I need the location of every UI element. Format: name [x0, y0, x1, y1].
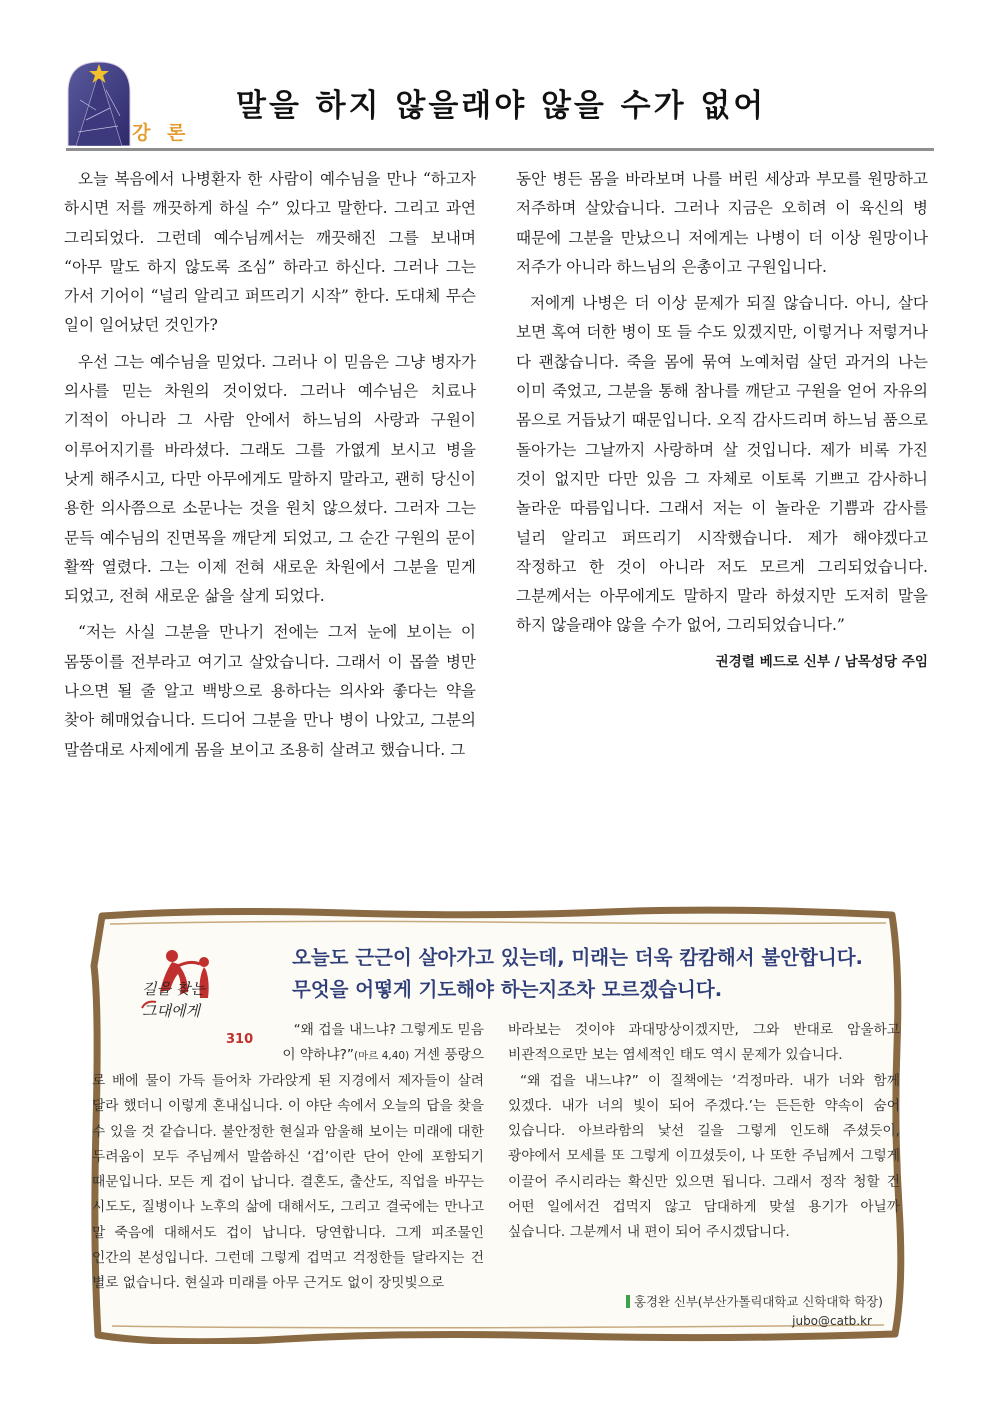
page-header	[66, 60, 934, 152]
column-number: 310	[226, 1032, 254, 1047]
sermon-paragraph: 저에게 나병은 더 이상 문제가 되질 않습니다. 아니, 살다 보면 혹여 더한 병이 또 들 수도 있겠지만, 이렇거나 저렇거나 다 괜찮습니다. 죽을 몸에 묶여 노예처럼 살던 과거의 나는 이미 죽었고, 그분을 통해 참나를 깨닫고 구원을 얻어 자유의 몸으로 거듭났기 때문입니다. 오직 감사드리며 하느님 품으로 돌아가는 그날까지 사랑하며 살 것입니다. 제가 비록 가진 것이 없지만 다만 있음 그 자체로 이토록 기쁘고 감사하니 놀라운 따름입니다. 그래서 저는 이 놀라운 기쁨과 감사를 널리 알리고 퍼뜨리기 시작했습니다. 제가 해야겠다고 작정하고 한 것이 아니라 저도 모르게 그리되었습니다. 그분께서는 아무에게도 말하지 말라 하셨지만 도저히 말을 하지 않을래야 않을 수가 없어, 그리되었습니다.”	[516, 294, 928, 635]
opening-quote: 이 약하냐?”	[282, 1047, 354, 1064]
sermon-paragraph: “저는 사실 그분을 만나기 전에는 그저 눈에 보이는 이 몸뚱이를 전부라고 여기고 살았습니다. 그래서 이 몹쓸 병만 나으면 될 줄 알고 백방으로 용하다는 의사와 좋다는 약을 찾아 헤매었습니다. 드디어 그분을 만나 병이 나았고, 그분의 말씀대로 사제에게 몸을 보이고 조용히 살려고 했습니다. 그	[64, 623, 476, 759]
opening-continuation: 거센 풍랑으	[409, 1047, 484, 1064]
opening-line: “왜 겁을 내느냐? 그렇게도 믿음	[293, 1022, 484, 1038]
header-divider	[66, 148, 934, 151]
question-line: 무엇을 어떻게 기도해야 하는지조차 모르겠습니다.	[292, 978, 723, 1001]
sermon-column-right	[516, 165, 928, 684]
logo-text	[142, 978, 205, 1022]
page-title: 말을 하지 않을래야 않을 수가 없어	[236, 88, 767, 124]
sermon-paragraph: 오늘 복음에서 나병환자 한 사람이 예수님을 만나 “하고자 하시면 저를 깨끗하게 하실 수” 있다고 말한다. 그리고 과연 그리되었다. 그런데 예수님께서는 깨끗해진 그를 보내며 “아무 말도 하지 않도록 조심” 하라고 하신다. 그러나 그는 가서 기어이 “널리 알리고 퍼뜨리기 시작” 한다. 도대체 무슨 일이 일어났던 것인가?	[64, 170, 476, 335]
column-body-left: 로 배에 물이 가득 들어차 가라앉게 된 지경에서 제자들이 살려 달라 했더니 이렇게 혼내십니다. 이 야단 속에서 오늘의 답을 찾을 수 있을 것 같습니다. 불안정한 현실과 암울해 보이는 미래에 대한 두려움이 모두 주님께서 말씀하신 ‘겁’이란 단어 안에 포함되기 때문입니다. 모든 게 겁이 납니다. 결혼도, 출산도, 직업을 바꾸는 시도도, 질병이나 노후의 삶에 대해서도, 그리고 결국에는 만나고 말 죽음에 대해서도 겁이 납니다. 당연합니다. 그게 피조물인 인간의 본성입니다. 그런데 그렇게 겁먹고 걱정한들 달라지는 건 별로 없습니다. 현실과 미래를 아무 근거도 없이 장밋빛으로	[92, 1073, 484, 1292]
stained-glass-emblem	[66, 60, 132, 146]
sermon-byline: 권경렬 베드로 신부 / 남목성당 주임	[715, 653, 928, 670]
signature-text: 홍경완 신부(부산가톨릭대학교 신학대학 학장)	[634, 1294, 883, 1309]
logo-text-line: 길을 찾는	[142, 980, 205, 998]
contact-email[interactable]: jubo@catb.kr	[792, 1314, 872, 1328]
question-title	[292, 942, 863, 1006]
signature-marker	[626, 1295, 630, 1308]
sermon-paragraph: 동안 병든 몸을 바라보며 나를 버린 세상과 부모를 원망하고 저주하며 살았습니다. 그러나 지금은 오히려 이 육신의 병 때문에 그분을 만났으니 저에게는 나병이 더 이상 원망이나 저주가 아니라 하느님의 은총이고 구원입니다.	[516, 170, 928, 276]
column-box	[86, 906, 908, 1344]
sermon-paragraph: 우선 그는 예수님을 믿었다. 그러나 이 믿음은 그냥 병자가 의사를 믿는 차원의 것이었다. 그러나 예수님은 치료나 기적이 아니라 그 사람 안에서 하느님의 사랑과 구원이 이루어지기를 바라셨다. 그래도 그를 가엾게 보시고 병을 낫게 해주시고, 다만 아무에게도 말하지 말라고, 괜히 당신이 용한 의사쯤으로 소문나는 것을 원치 않으셨다. 그러자 그는 문득 예수님의 진면목을 깨닫게 되었고, 그 순간 구원의 문이 활짝 열렸다. 그는 이제 전혀 새로운 차원에서 그분을 믿게 되었고, 전혀 새로운 삶을 살게 되었다.	[64, 352, 476, 606]
column-body-right	[508, 1018, 900, 1246]
section-label: 강 론	[132, 122, 191, 144]
column-paragraph: “왜 겁을 내느냐?” 이 질책에는 ‘걱정마라. 내가 너와 함께 있겠다. 내가 너의 빛이 되어 주겠다.’는 든든한 약속이 숨어 있습니다. 아브라함의 낯선 길을 그렇게 인도해 주셨듯이, 광야에서 모세를 또 그렇게 이끄셨듯이, 나 또한 주님께서 그렇게 이끌어 주시리라는 확신만 있으면 됩니다. 그래서 정작 청할 건 어떤 일에서건 겁먹지 않고 담대하게 맞설 용기가 아닐까 싶습니다. 그분께서 내 편이 되어 주시겠답니다.	[508, 1072, 900, 1241]
question-line: 오늘도 근근이 살아가고 있는데, 미래는 더욱 캄캄해서 불안합니다.	[292, 946, 863, 969]
opening-line	[264, 1043, 484, 1069]
column-paragraph: 바라보는 것이야 과대망상이겠지만, 그와 반대로 암울하고 비관적으로만 보는 염세적인 태도 역시 문제가 있습니다.	[508, 1022, 900, 1064]
column-signature	[626, 1292, 883, 1310]
logo-text-line: 그대에게	[142, 1002, 200, 1020]
column-opening	[264, 1018, 484, 1070]
scripture-reference: (마르 4,40)	[353, 1050, 410, 1063]
sermon-column-left	[64, 165, 476, 772]
